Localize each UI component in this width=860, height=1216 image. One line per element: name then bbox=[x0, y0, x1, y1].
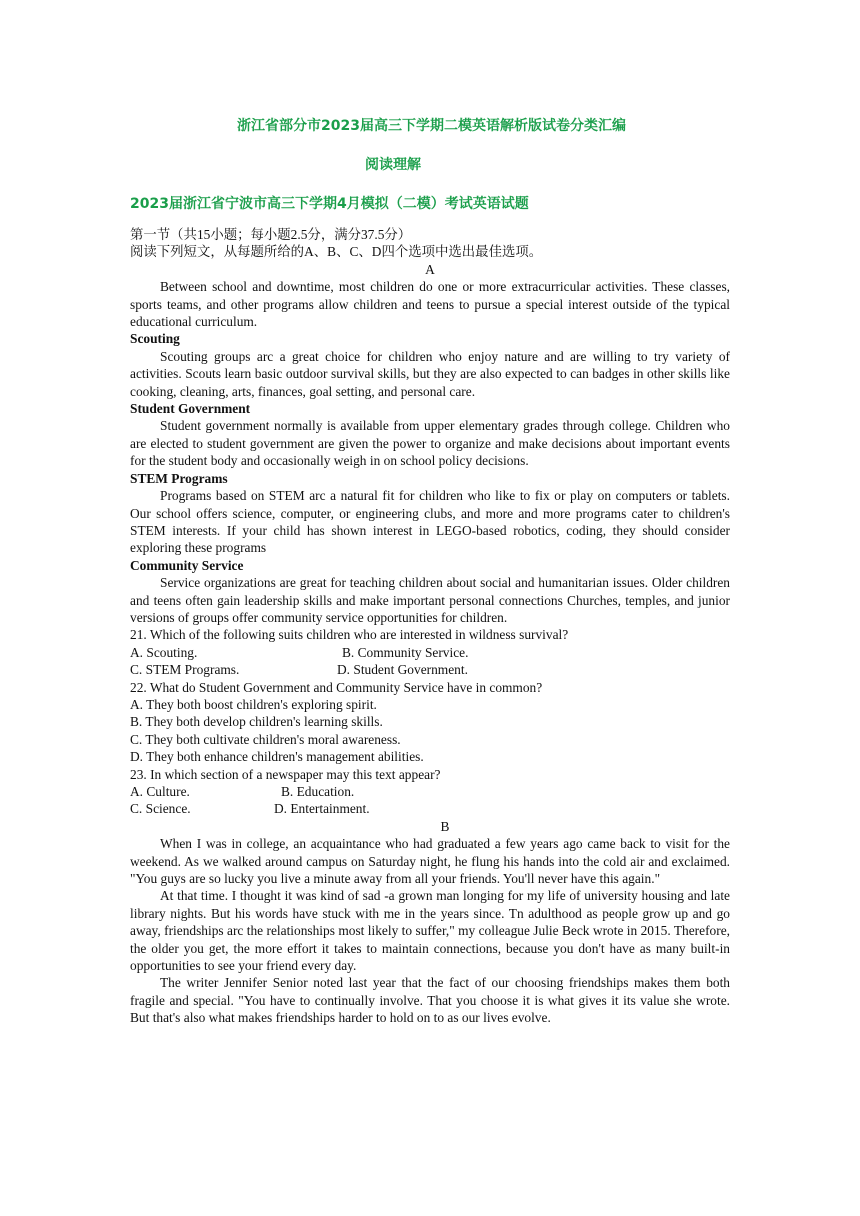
instructions: 阅读下列短文，从每题所给的A、B、C、D四个选项中选出最佳选项。 bbox=[130, 244, 543, 260]
question-22: 22. What do Student Government and Community Service have in common? bbox=[130, 679, 543, 695]
paragraph-scouting: Scouting groups arc a great choice for children who enjoy nature and are willing to try variety of activities. Scouts learn basic outdoor survival skills, but they are also expected to can badges in other skills like cooking, cleaning, arts, finances, goal setting, and personal care. bbox=[130, 348, 730, 399]
section-info: 第一节（共15小题；每小题2.5分，满分37.5分） bbox=[130, 227, 412, 242]
document-title: 浙江省部分市2023届高三下学期二模英语解析版试卷分类汇编 bbox=[237, 118, 626, 134]
option: B. They both develop children's learning skills. bbox=[130, 714, 383, 730]
option: B. Education. bbox=[281, 784, 355, 799]
paragraph-stem: Programs based on STEM arc a natural fit for children who like to fix or play on computers or tablets. Our school offers science, computer, or engineering clubs, and more and more programs cater to children's STEM interests. If your child has shown interest in LEGO-based robotics, coding, they should consider exploring these programs bbox=[130, 488, 730, 556]
question-21: 21. Which of the following suits children who are interested in wildness survival? bbox=[130, 627, 569, 643]
question-23: 23. In which section of a newspaper may this text appear? bbox=[130, 766, 441, 782]
passage-b-paragraph: At that time. I thought it was kind of sad -a grown man longing for my life of university housing and late library nights. But his words have stuck with me in the years since. Tn adulthood as people grow up and go away, friendships arc the relationships most likely to suffer," my colleague Julie Beck wrote in 2015. Therefore, the older you get, the more effort it takes to maintain connections, because you don't have as many built-in opportunities to see your friend every day. bbox=[130, 888, 730, 974]
options-row bbox=[130, 800, 730, 817]
passage-label-b: B bbox=[440, 818, 450, 834]
option: D. They both enhance children's management abilities. bbox=[130, 749, 424, 765]
option: A. They both boost children's exploring spirit. bbox=[130, 696, 377, 712]
option: D. Entertainment. bbox=[274, 801, 370, 817]
option: A. Scouting. bbox=[130, 644, 198, 660]
option: C. Science. bbox=[130, 801, 191, 817]
passage-b-paragraph: When I was in college, an acquaintance who had graduated a few years ago came back to visit for the weekend. As we walked around campus on Saturday night, he flung his hands into the cold air and exclaimed. "You guys are so lucky you live a minute away from all your friends. You'll never have this again." bbox=[130, 836, 730, 887]
passage-a-intro: Between school and downtime, most children do one or more extracurricular activities. These classes, sports teams, and other programs allow children and teens to pursue a special interest outside of the typical educational curriculum. bbox=[130, 279, 730, 330]
heading-stem: STEM Programs bbox=[130, 470, 228, 486]
option: C. They both cultivate children's moral awareness. bbox=[130, 731, 401, 747]
options-row bbox=[130, 661, 730, 678]
option: A. Culture. bbox=[130, 784, 190, 799]
paragraph-student-government: Student government normally is available from upper elementary grades through college. Children who are elected to student government are given the power to organize and make decisions about important events for the student body and occasionally weigh in on school policy decisions. bbox=[130, 418, 730, 469]
heading-scouting: Scouting bbox=[130, 331, 180, 347]
passage-label-a: A bbox=[425, 261, 435, 277]
option: D. Student Government. bbox=[337, 662, 468, 678]
options-row bbox=[130, 783, 730, 800]
document-subtitle: 阅读理解 bbox=[365, 157, 421, 173]
heading-community-service: Community Service bbox=[130, 557, 244, 573]
option: C. STEM Programs. bbox=[130, 662, 240, 678]
passage-b-paragraph: The writer Jennifer Senior noted last year that the fact of our choosing friendships makes them both fragile and special. "You have to continually involve. That you choose it is what gives it its value she wrote. But that's also what makes friendships harder to hold on to as our lives evolve. bbox=[130, 975, 730, 1026]
option: B. Community Service. bbox=[342, 644, 469, 660]
document-body bbox=[130, 226, 730, 1027]
heading-student-government: Student Government bbox=[130, 401, 251, 417]
paragraph-community-service: Service organizations are great for teaching children about social and humanitarian issues. Older children and teens often gain leadership skills and make important personal connections Churches, temples, and junior versions of groups offer community service opportunities for children. bbox=[130, 575, 730, 625]
exam-title: 2023届浙江省宁波市高三下学期4月模拟（二模）考试英语试题 bbox=[130, 196, 529, 212]
options-row bbox=[130, 644, 730, 661]
